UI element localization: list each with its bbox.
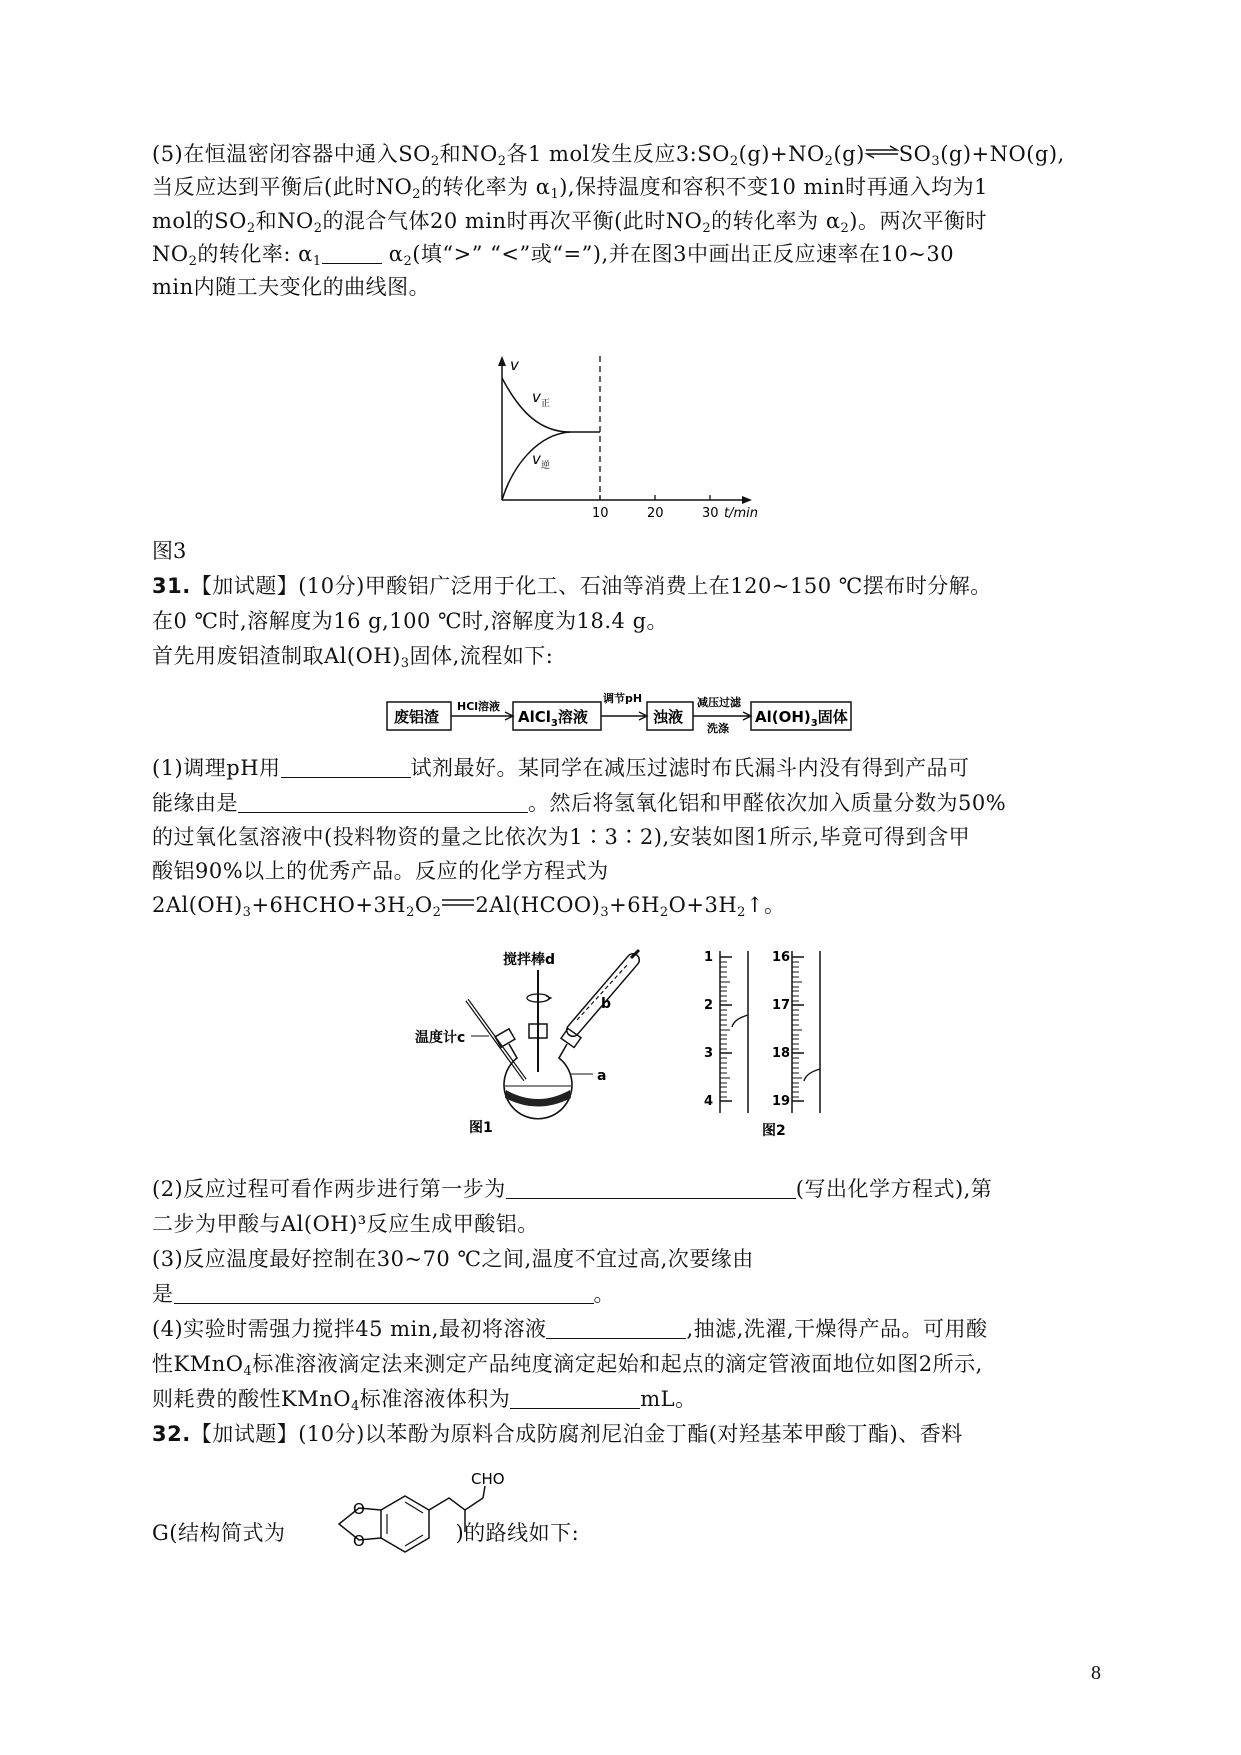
q31-p2: 能缘由是 。然后将氢氧化铝和甲醛依次加入质量分数为50% — [152, 791, 1007, 815]
x-axis-label: t/min — [724, 506, 758, 521]
svg-text:调节pH: 调节pH — [603, 692, 643, 705]
svg-text:2: 2 — [704, 998, 714, 1013]
equilibrium-arrow-icon — [865, 145, 899, 159]
answer-blank-volume[interactable] — [510, 1388, 640, 1409]
answer-blank-temperature-reason[interactable] — [174, 1283, 594, 1304]
equals-arrow-icon — [441, 897, 475, 909]
q31-line-1: 31.【加试题】(10分)甲酸铝广泛用于化工、石油等消费上在120~150 ℃摆布时分解。 — [152, 574, 992, 598]
q31-p3: 的过氧化氢溶液中(投料物资的量之比依次为1∶3∶2),安装如图1所示,毕竟可得到含甲 — [152, 825, 971, 849]
svg-text:浊液: 浊液 — [653, 708, 684, 726]
svg-text:图1: 图1 — [469, 1120, 493, 1136]
v-forward-label: v — [532, 388, 541, 406]
svg-text:a: a — [597, 1068, 607, 1084]
answer-blank-reagent[interactable] — [281, 757, 411, 778]
svg-text:温度计c: 温度计c — [415, 1030, 466, 1046]
q5-line-2: 当反应达到平衡后(此时$NO_2$的转化率为 $\alpha_1$),保持温度和容积不变10 min时再通入均为1 — [152, 175, 988, 202]
svg-text:HCl溶液: HCl溶液 — [457, 700, 501, 713]
svg-text:O: O — [353, 1532, 365, 1550]
x-tick-30: 30 — [702, 506, 719, 521]
answer-blank-equation[interactable] — [506, 1178, 796, 1199]
burette-right — [772, 950, 820, 1113]
forward-rate-curve — [502, 378, 600, 432]
svg-text:洗涤: 洗涤 — [707, 722, 729, 735]
q31-p5: (2)反应过程可看作两步进行第一步为 (写出化学方程式),第 — [152, 1177, 993, 1201]
q31-p7: (3)反应温度最好控制在30~70 ℃之间,温度不宜过高,次要缘由 — [152, 1247, 754, 1271]
v-reverse-sub: 逆 — [541, 461, 551, 471]
svg-text:废铝渣: 废铝渣 — [394, 708, 440, 726]
svg-text:b: b — [601, 996, 612, 1012]
q31-equation: $2Al(OH)_3+6HCHO+3H_2O_2$ $2Al(HCOO)_3+6H_2O+3H_2↑$。 — [152, 893, 786, 920]
q31-p1: (1)调理pH用 试剂最好。某同学在减压过滤时布氏漏斗内没有得到产品可 — [152, 756, 970, 780]
q32-line-2: G(结构简式为 )的路线如下: — [152, 1521, 580, 1545]
figure-3-rate-graph — [480, 352, 760, 522]
q32-line-1: 32.【加试题】(10分)以苯酚为原料合成防腐剂尼泊金丁酯(对羟基苯甲酸丁酯)、香料 — [152, 1422, 963, 1446]
svg-text:17: 17 — [772, 998, 791, 1013]
svg-text:19: 19 — [772, 1094, 791, 1109]
svg-text:O: O — [353, 1500, 365, 1518]
svg-text:CHO: CHO — [471, 1470, 505, 1488]
figure-3-caption: 图3 — [152, 539, 187, 563]
compound-g-structure — [295, 1468, 505, 1560]
x-tick-20: 20 — [647, 506, 664, 521]
svg-text:减压过滤: 减压过滤 — [697, 696, 741, 709]
answer-blank-alpha[interactable] — [322, 243, 382, 264]
q5-line-1: (5)在恒温密闭容器中通入$SO_2$和$NO_2$各1 mol发生反应$3:SO_2(g)+NO_2(g)$ $SO_3(g)+NO(g)$, — [152, 142, 1065, 169]
figure-1-apparatus — [405, 940, 670, 1140]
svg-text:1: 1 — [704, 950, 714, 965]
q5-line-5: min内随工夫变化的曲线图。 — [152, 275, 431, 299]
svg-text:Al(OH)3固体: $Al(OH)_3$固体 — [755, 708, 848, 729]
y-axis-label: v — [510, 356, 519, 374]
svg-text:18: 18 — [772, 1046, 791, 1061]
q31-p8: 是 。 — [152, 1282, 615, 1306]
q31-line-3: 首先用废铝渣制取$Al(OH)_3$固体,流程如下: — [152, 644, 554, 671]
x-tick-10: 10 — [592, 506, 609, 521]
page-number: 8 — [1091, 1662, 1101, 1684]
svg-text:3: 3 — [704, 1046, 714, 1061]
answer-blank-operation[interactable] — [546, 1318, 686, 1339]
answer-blank-reason[interactable] — [238, 792, 528, 813]
q31-p10: 性KMnO$_4$标准溶液滴定法来测定产品纯度滴定起始和起点的滴定管液面地位如图2所示, — [152, 1352, 983, 1379]
q5-line-3: mol的$SO_2$和$NO_2$的混合气体20 min时再次平衡(此时$NO_2$的转化率为 $\alpha_2$)。两次平衡时 — [152, 209, 987, 236]
svg-text:AlCl3溶液: AlCl$_3$溶液 — [518, 708, 588, 729]
flow-diagram — [385, 692, 855, 734]
q31-p11: 则耗费的酸性KMnO$_4$标准溶液体积为 mL。 — [152, 1387, 697, 1414]
svg-text:图2: 图2 — [762, 1123, 786, 1139]
v-forward-sub: 正 — [541, 399, 551, 409]
svg-text:16: 16 — [772, 950, 791, 965]
q5-line-4: $NO_2$的转化率: $\alpha_1$ $\alpha_2$(填“>” “<”或“=”),并在图3中画出正反应速率在10~30 — [152, 242, 955, 269]
q31-p4: 酸铝90%以上的优秀产品。反应的化学方程式为 — [152, 859, 609, 883]
q31-p9: (4)实验时需强力搅拌45 min,最初将溶液 ,抽滤,洗濯,干燥得产品。可用酸 — [152, 1317, 988, 1341]
svg-text:4: 4 — [704, 1094, 714, 1109]
burette-left — [704, 950, 748, 1113]
svg-text:搅拌棒d: 搅拌棒d — [503, 952, 556, 968]
v-reverse-label: v — [532, 450, 541, 468]
figure-2-burettes — [700, 945, 840, 1140]
q31-p6: 二步为甲酸与Al(OH)³反应生成甲酸铝。 — [152, 1212, 539, 1236]
q31-line-2: 在0 ℃时,溶解度为16 g,100 ℃时,溶解度为18.4 g。 — [152, 609, 669, 633]
